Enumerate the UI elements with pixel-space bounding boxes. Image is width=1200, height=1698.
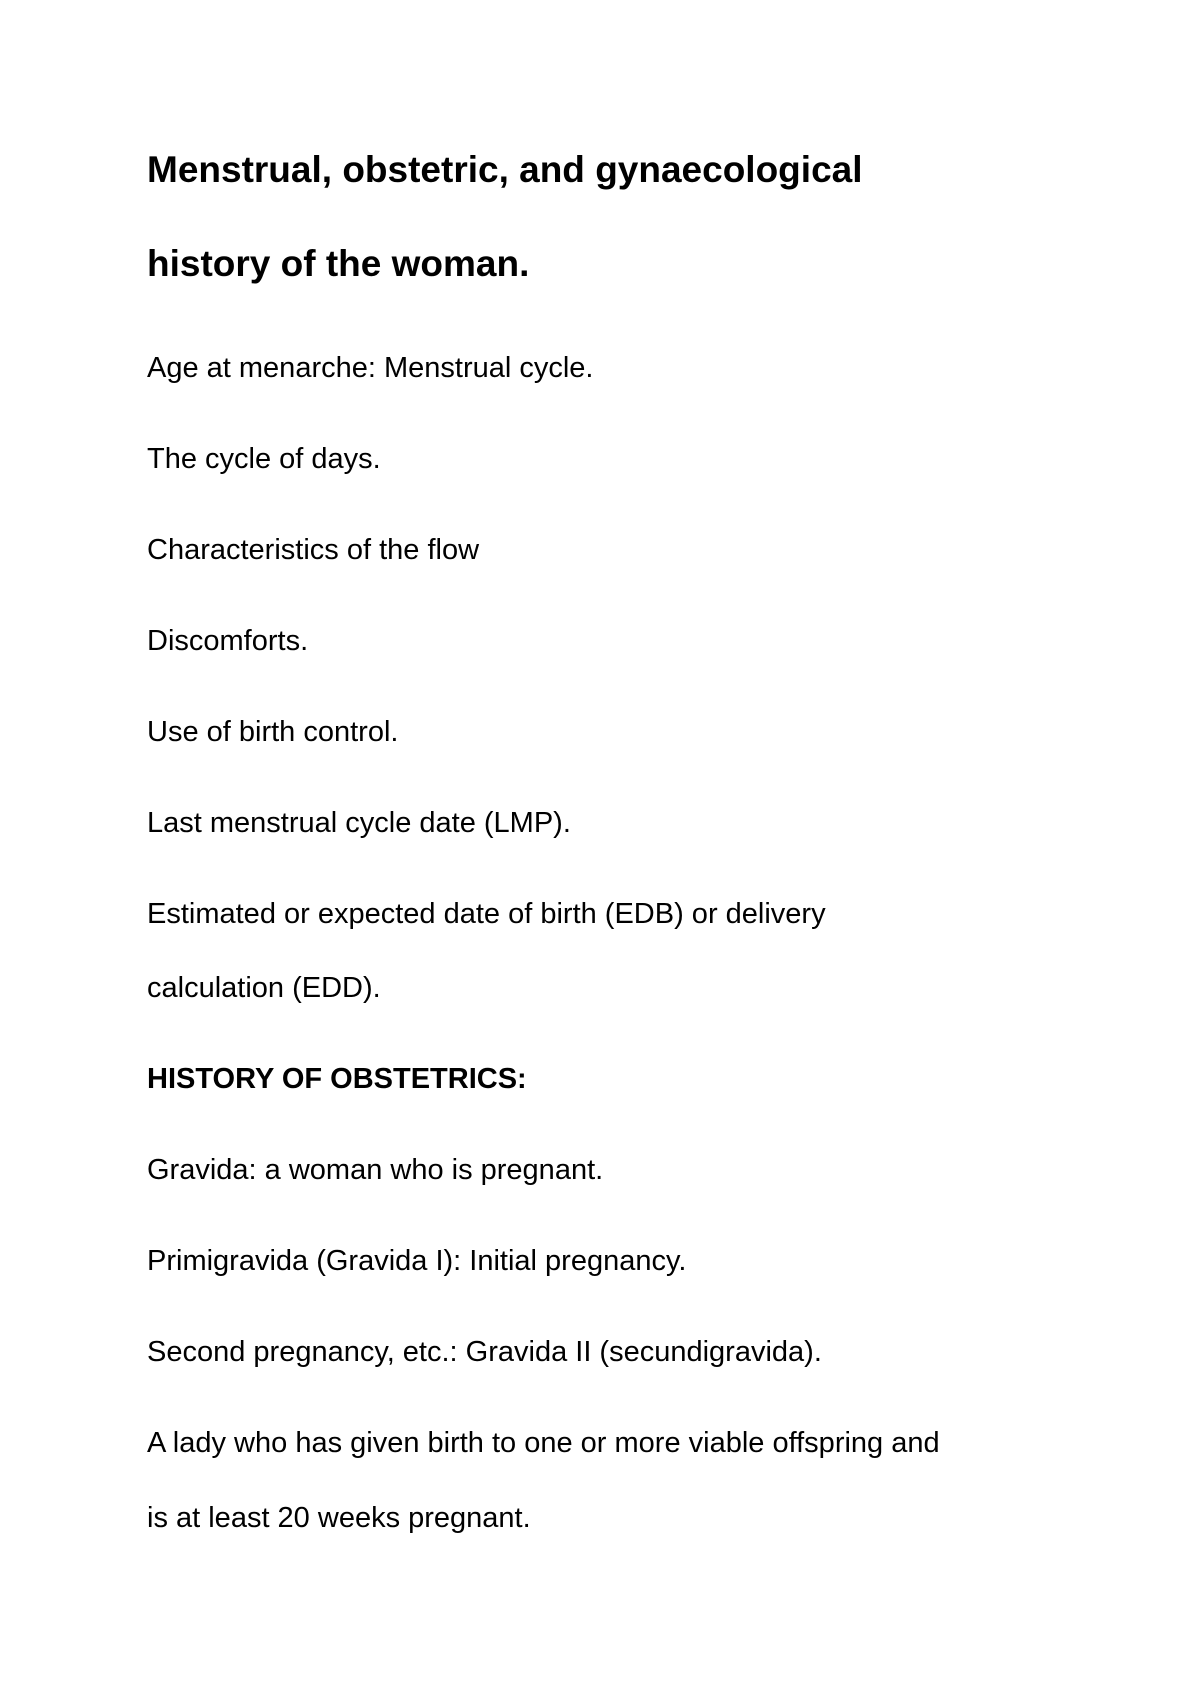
age-at-menarche-text: Age at menarche: Menstrual cycle.: [147, 352, 594, 384]
secundigravida-text: Second pregnancy, etc.: Gravida II (secundigravida).: [147, 1336, 822, 1368]
obstetrics-heading: HISTORY OF OBSTETRICS:: [147, 1063, 527, 1095]
cycle-of-days-text: The cycle of days.: [147, 443, 381, 475]
para-definition-line-2: is at least 20 weeks pregnant.: [147, 1502, 531, 1534]
gravida-text: Gravida: a woman who is pregnant.: [147, 1154, 604, 1186]
document-title-line-2: history of the woman.: [147, 243, 530, 284]
birth-control-text: Use of birth control.: [147, 716, 399, 748]
edb-text-line-2: calculation (EDD).: [147, 972, 381, 1004]
discomforts-text: Discomforts.: [147, 625, 309, 657]
edb-text-line-1: Estimated or expected date of birth (EDB) or delivery: [147, 898, 826, 930]
para-definition-line-1: A lady who has given birth to one or more viable offspring and: [147, 1427, 940, 1459]
lmp-text: Last menstrual cycle date (LMP).: [147, 807, 571, 839]
document-title-line-1: Menstrual, obstetric, and gynaecological: [147, 149, 863, 190]
primigravida-text: Primigravida (Gravida I): Initial pregnancy.: [147, 1245, 687, 1277]
flow-characteristics-text: Characteristics of the flow: [147, 534, 480, 566]
